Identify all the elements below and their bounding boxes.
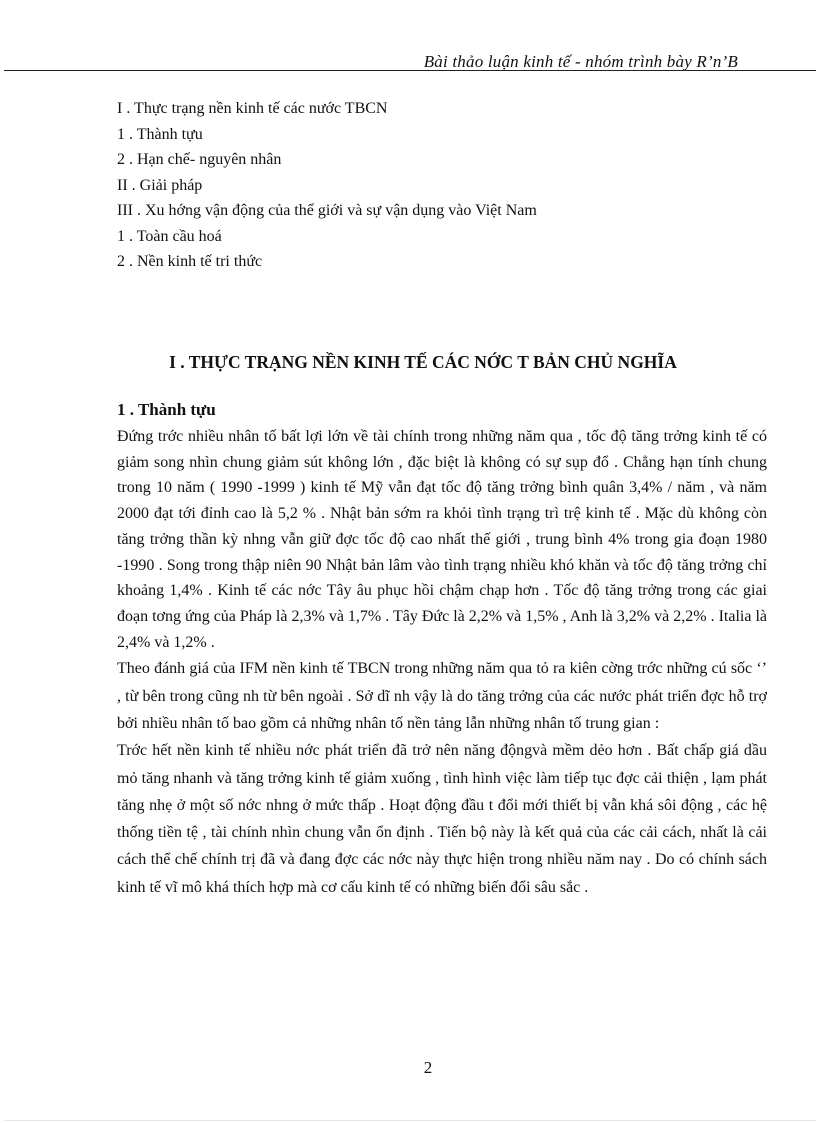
subsection-heading: 1 . Thành tựu	[117, 400, 216, 419]
header-rule	[4, 70, 816, 71]
toc-item: I . Thực trạng nền kinh tế các nước TBCN	[117, 100, 388, 117]
toc-item: II . Giải pháp	[117, 176, 203, 194]
page-bottom-edge	[4, 1120, 816, 1121]
paragraph: Trớc hết nền kinh tế nhiều nớc phát triển đã trở nên năng độngvà mềm dẻo hơn . Bất chấp giá dầu mỏ tăng nhanh và tăng trởng kinh tế giảm xuống , tình hình việc làm tiếp tục đợc cải thiện , lạm phát tăng nhẹ ở một số nớc nhng ở mức thấp . Hoạt động đầu t đổi mới thiết bị vẫn khá sôi động , các hệ thống tiền tệ , tài chính nhìn chung vẫn ổn định . Tiến bộ này là kết quả của các cải cách, nhất là cải cách thể chế chính trị đã và đang đợc các nớc này thực hiện trong nhiều năm nay . Do có chính sách kinh tế vĩ mô khá thích hợp mà cơ cấu kinh tế có những biến đổi sâu sắc .	[117, 742, 767, 896]
table-of-contents	[117, 96, 537, 275]
paragraph: Đứng trớc nhiều nhân tố bất lợi lớn về tài chính trong những năm qua , tốc độ tăng trởng kinh tế có giảm song nhìn chung giảm sút không lớn , đặc biệt là không có sự sụp đổ . Chẳng hạn tính chung trong 10 năm ( 1990 -1999 ) kinh tế Mỹ vẫn đạt tốc độ tăng trởng bình quân 3,4% / năm , và năm 2000 đạt tới đỉnh cao là 5,2 % . Nhật bản sớm ra khỏi tình trạng trì trệ kinh tế . Mặc dù không còn tăng trởng thần kỳ nhng vẫn giữ đợc tốc độ cao nhất thế giới , trung bình 4% trong gia đoạn 1980 -1990 . Song trong thập niên 90 Nhật bản lâm vào tình trạng nhiều khó khăn và tốc độ tăng trởng chỉ khoảng 1,4% . Kinh tế các nớc Tây âu phục hồi chậm chạp hơn . Tốc độ tăng trởng trong các giai đoạn tơng ứng của Pháp là 2,3% và 1,7% . Tây Đức là 2,2% và 1,5% , Anh là 3,2% và 2,2% . Italia là 2,4% và 1,2% .	[117, 428, 767, 651]
section-body	[117, 398, 767, 901]
paragraph: Theo đánh giá của IFM nền kinh tế TBCN trong những năm qua tỏ ra kiên cờng trớc những cú sốc ‘’ , từ bên trong cũng nh từ bên ngoài . Sở dĩ nh vậy là do tăng trởng của các nước phát triển đợc hỗ trợ bởi nhiều nhân tố bao gồm cả những nhân tố nền tảng lẫn những nhân tố trung gian :	[117, 660, 767, 732]
running-header: Bài thảo luận kinh tế - nhóm trình bày R’n’B	[423, 52, 738, 71]
toc-item: 2 . Hạn chế- nguyên nhân	[117, 151, 282, 168]
section-heading: I . THỰC TRẠNG NỀN KINH TẾ CÁC NỚC T BẢN CHỦ NGHĨA	[169, 352, 677, 372]
toc-item: 2 . Nền kinh tế tri thức	[117, 253, 263, 270]
toc-item: III . Xu hớng vận động của thế giới và sự vận dụng vào Việt Nam	[117, 202, 537, 219]
toc-item: 1 . Thành tựu	[117, 125, 203, 143]
page-number: 2	[423, 1058, 433, 1077]
toc-item: 1 . Toàn cầu hoá	[117, 227, 222, 245]
